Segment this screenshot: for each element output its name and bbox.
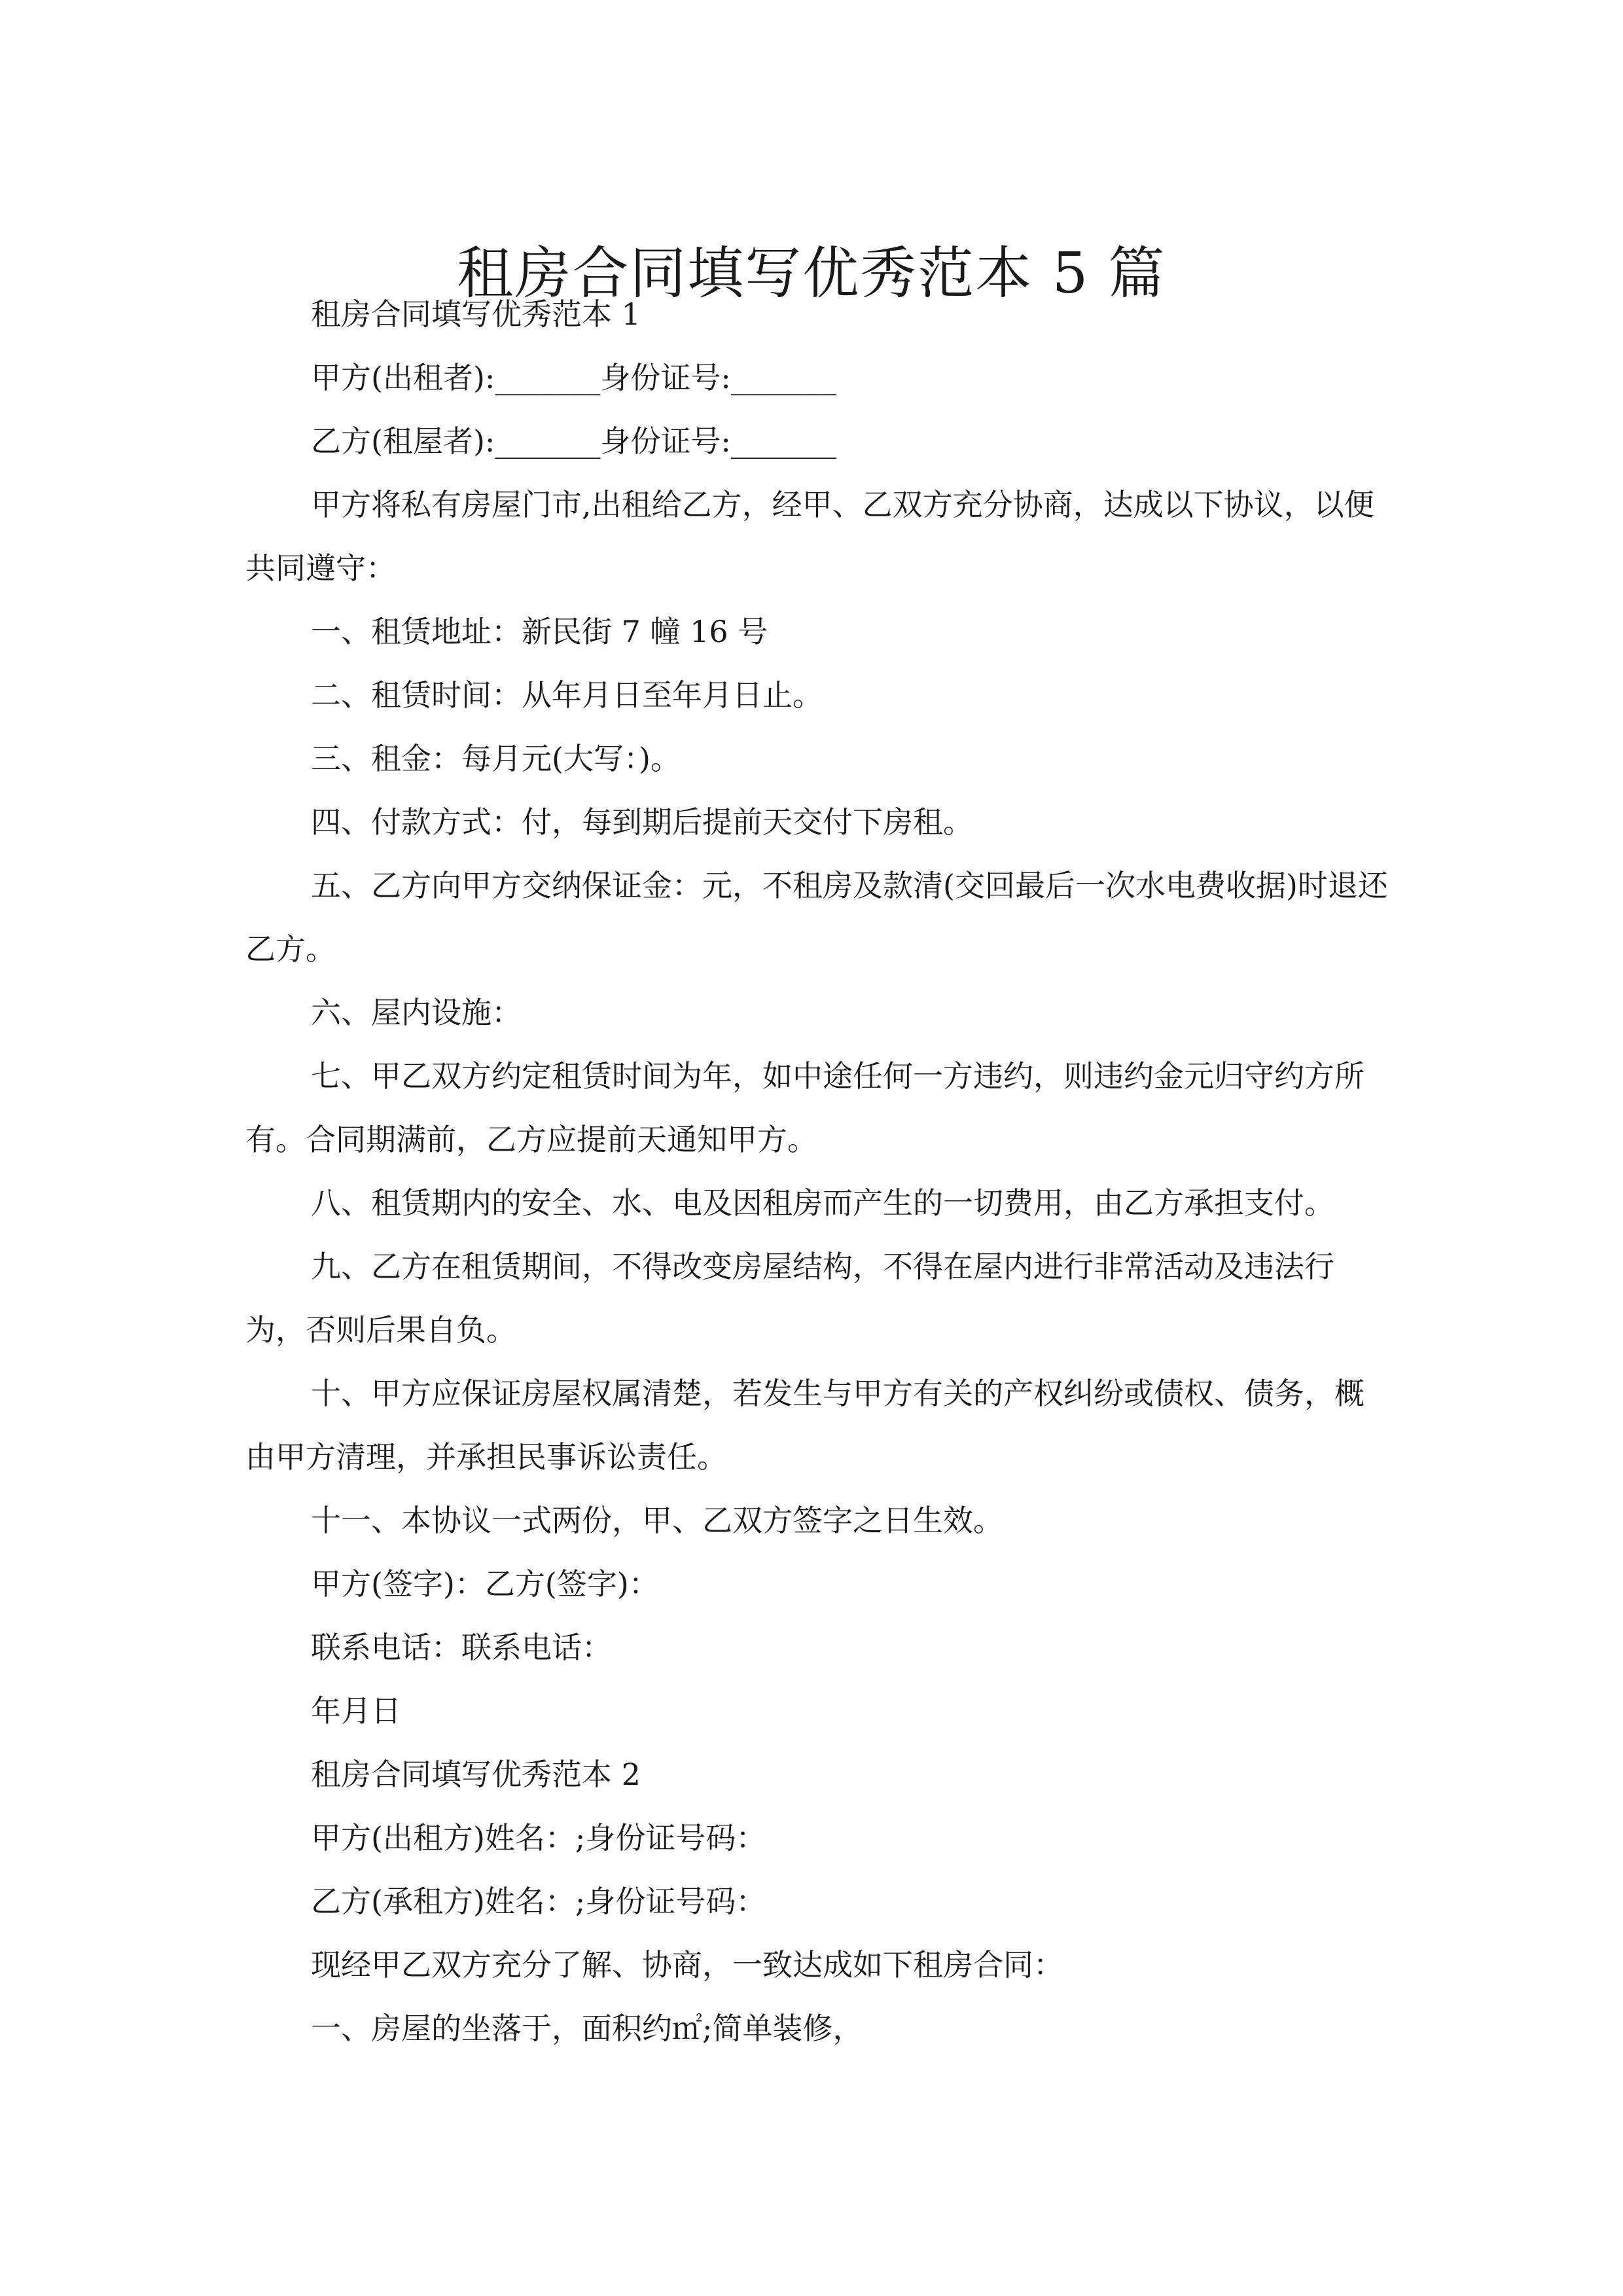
party-b-line: 乙方(租屋者):_______身份证号:_______ [311, 423, 836, 459]
document-title: 租房合同填写优秀范本 5 篇 [457, 240, 1166, 306]
house-clause-1: 一、房屋的坐落于，面积约㎡;简单装修， [311, 2011, 863, 2046]
clause-3: 三、租金：每月元(大写：)。 [311, 741, 681, 776]
section-heading-1: 租房合同填写优秀范本 1 [311, 296, 641, 332]
intro-paragraph: 甲方将私有房屋门市,出租给乙方，经甲、乙双方充分协商，达成以下协议，以便共同遵守： [245, 487, 1374, 586]
clause-1: 一、租赁地址：新民街 7 幢 16 号 [311, 614, 768, 649]
clause-10: 十、甲方应保证房屋权属清楚，若发生与甲方有关的产权纠纷或债权、债务，概由甲方清理，并承担民事诉讼责任。 [245, 1376, 1364, 1475]
signature-line: 甲方(签字)：乙方(签字)： [311, 1566, 659, 1602]
clause-7: 七、甲乙双方约定租赁时间为年，如中途任何一方违约，则违约金元归守约方所有。合同期满前，乙方应提前天通知甲方。 [245, 1058, 1364, 1157]
section-heading-2: 租房合同填写优秀范本 2 [311, 1757, 641, 1792]
clause-8: 八、租赁期内的安全、水、电及因租房而产生的一切费用，由乙方承担支付。 [311, 1185, 1334, 1221]
document-body [245, 283, 1394, 2060]
clause-4: 四、付款方式：付，每到期后提前天交付下房租。 [311, 804, 973, 840]
clause-2: 二、租赁时间：从年月日至年月日止。 [311, 677, 823, 713]
date-line: 年月日 [311, 1693, 401, 1729]
lessor-line: 甲方(出租方)姓名：;身份证号码： [311, 1820, 766, 1856]
clause-6: 六、屋内设施： [311, 995, 522, 1030]
clause-11: 十一、本协议一式两份，甲、乙双方签字之日生效。 [311, 1503, 1003, 1538]
clause-5: 五、乙方向甲方交纳保证金：元，不租房及款清(交回最后一次水电费收据)时退还乙方。 [245, 868, 1388, 967]
lessee-line: 乙方(承租方)姓名：;身份证号码： [311, 1884, 766, 1919]
agreement-intro: 现经甲乙双方充分了解、协商，一致达成如下租房合同： [311, 1947, 1063, 1982]
party-a-line: 甲方(出租者):_______身份证号:_______ [311, 360, 836, 395]
clause-9: 九、乙方在租赁期间，不得改变房屋结构，不得在屋内进行非常活动及违法行为，否则后果自负。 [245, 1249, 1334, 1348]
phone-line: 联系电话：联系电话： [311, 1630, 612, 1665]
